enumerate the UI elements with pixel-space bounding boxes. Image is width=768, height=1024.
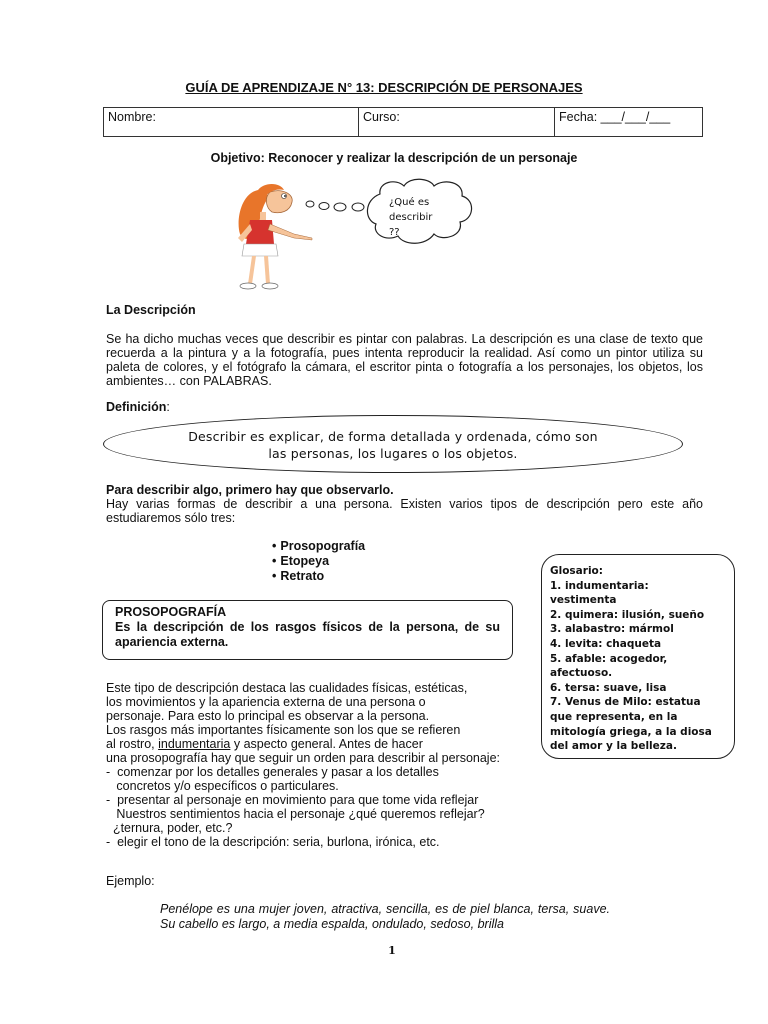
- example-label: Ejemplo:: [106, 874, 155, 888]
- definition-colon: :: [166, 400, 170, 414]
- list-item: • Etopeya: [272, 554, 365, 569]
- glossary-title: Glosario:: [550, 565, 603, 577]
- prosopografia-body: [106, 681, 500, 849]
- body-line: Los rasgos más importantes físicamente son los que se refieren: [106, 723, 461, 737]
- glossary-item: 5. afable: acogedor,: [550, 652, 668, 665]
- body-text-segment: y aspecto general. Antes de hacer: [230, 737, 423, 751]
- glossary-item: 6. tersa: suave, lisa: [550, 681, 667, 694]
- body-text-segment: al rostro,: [106, 737, 159, 751]
- prosopografia-definition: Es la descripción de los rasgos físicos de la persona, de su apariencia externa.: [115, 620, 500, 649]
- observe-heading: Para describir algo, primero hay que observarlo.: [106, 483, 394, 497]
- body-line: una prosopografía hay que seguir un orden para describir al personaje:: [106, 751, 501, 765]
- observe-paragraph: Hay varias formas de describir a una persona. Existen varios tipos de descripción pero este año estudiaremos sólo tres:: [106, 497, 703, 525]
- body-line: Nuestros sentimientos hacia el personaje ¿qué queremos reflejar?: [106, 807, 485, 821]
- cloud-line-1: ¿Qué es: [389, 197, 430, 208]
- thought-cloud-text: [389, 195, 459, 240]
- definition-line-2: las personas, los lugares o los objetos.: [268, 446, 518, 461]
- description-heading: La Descripción: [106, 303, 196, 317]
- body-line: concretos y/o específicos o particulares.: [106, 779, 339, 793]
- glossary-item: del amor y la belleza.: [550, 740, 677, 753]
- definition-label: [106, 400, 170, 414]
- objective-text: Objetivo: Reconocer y realizar la descripción de un personaje: [210, 151, 578, 165]
- example-text: Penélope es una mujer joven, atractiva, sencilla, es de piel blanca, tersa, suave. Su cabello es largo, a media espalda, ondulado, sedoso, brilla: [160, 902, 610, 931]
- glossary-word-link: indumentaria: [158, 737, 231, 751]
- glossary-item: 3. alabastro: mármol: [550, 623, 674, 636]
- student-info-table: [103, 107, 703, 137]
- body-line: personaje. Para esto lo principal es observar a la persona.: [106, 709, 430, 723]
- document-title: GUÍA DE APRENDIZAJE N° 13: DESCRIPCIÓN DE PERSONAJES: [185, 80, 583, 95]
- body-line: Este tipo de descripción destaca las cualidades físicas, estéticas,: [106, 681, 468, 695]
- body-line: [106, 737, 500, 751]
- glossary-box: [541, 554, 735, 759]
- body-line: - presentar al personaje en movimiento para que tome vida reflejar: [106, 793, 479, 807]
- course-field[interactable]: Curso:: [359, 108, 555, 136]
- prosopografia-title: PROSOPOGRAFÍA: [115, 605, 227, 619]
- body-line: - elegir el tono de la descripción: seria, burlona, irónica, etc.: [106, 835, 440, 849]
- cloud-line-3: ??: [389, 227, 400, 238]
- character-face: [266, 191, 292, 213]
- list-item: • Retrato: [272, 569, 365, 584]
- name-field[interactable]: Nombre:: [104, 108, 359, 136]
- cloud-line-2: describir: [389, 212, 433, 223]
- glossary-item: 1. indumentaria:: [550, 579, 649, 592]
- glossary-item: 2. quimera: ilusión, sueño: [550, 608, 705, 621]
- definition-text: [120, 428, 666, 462]
- prosopografia-box: [102, 600, 513, 660]
- glossary-item: afectuoso.: [550, 667, 613, 680]
- glossary-item: 4. levita: chaqueta: [550, 637, 662, 650]
- list-item: • Prosopografía: [272, 539, 365, 554]
- body-line: ¿ternura, poder, etc.?: [106, 821, 233, 835]
- description-paragraph: Se ha dicho muchas veces que describir es pintar con palabras. La descripción es una clase de texto que recuerda a la pintura y a la fotografía, pues intenta reproducir la realidad. Así como un pintor utiliza su paleta de colores, y el fotógrafo la cámara, el escritor pinta o fotografía a los personajes, los objetos, los ambientes… con PALABRAS.: [106, 332, 703, 388]
- page-number: 1: [388, 944, 396, 957]
- glossary-item: mitología griega, a la diosa: [550, 725, 712, 738]
- glossary-item: que representa, en la: [550, 710, 678, 723]
- body-line: los movimientos y la apariencia externa de una persona o: [106, 695, 426, 709]
- glossary-item: vestimenta: [550, 594, 617, 607]
- glossary-item: 7. Venus de Milo: estatua: [550, 696, 701, 709]
- description-types-list: [272, 539, 365, 584]
- definition-line-1: Describir es explicar, de forma detallada y ordenada, cómo son: [188, 429, 598, 444]
- definition-heading: Definición: [106, 400, 167, 414]
- date-field[interactable]: Fecha: ___/___/___: [559, 110, 671, 124]
- body-line: - comenzar por los detalles generales y pasar a los detalles: [106, 765, 439, 779]
